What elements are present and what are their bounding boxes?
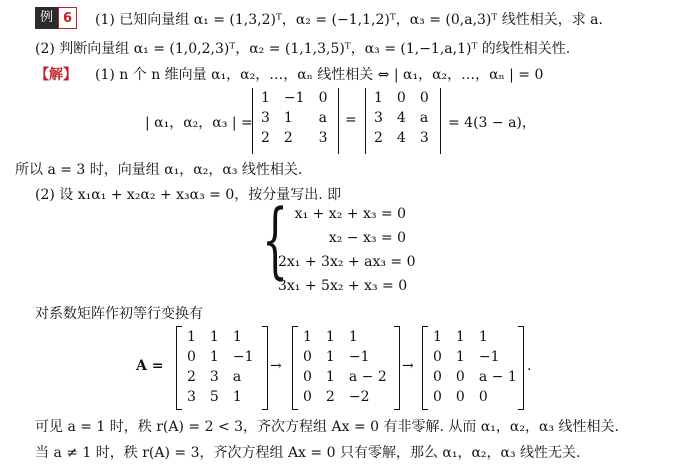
m3-cell: 1 bbox=[455, 329, 465, 345]
m2-right-bracket bbox=[394, 326, 400, 410]
m3-cell: 0 bbox=[455, 389, 465, 405]
m1-cell: 5 bbox=[209, 389, 219, 405]
transform-intro: 对系数矩阵作初等行变换有 bbox=[35, 306, 203, 322]
solution-label: 【解】 bbox=[35, 67, 77, 83]
det1-cell: 2 bbox=[261, 130, 270, 146]
system-brace: { bbox=[262, 193, 289, 288]
matrix-1 bbox=[180, 327, 260, 407]
m2-cell: −1 bbox=[348, 349, 370, 365]
det2-cell: 3 bbox=[419, 130, 429, 146]
m1-cell: 3 bbox=[187, 389, 196, 405]
equation-2: x₂ − x₃ = 0 bbox=[328, 230, 406, 246]
determinant-1 bbox=[254, 88, 334, 148]
m3-cell: 1 bbox=[455, 349, 465, 365]
equation-4: 3x₁ + 5x₂ + x₃ = 0 bbox=[278, 278, 408, 294]
determinant-2 bbox=[367, 88, 436, 148]
m1-cell: 1 bbox=[232, 389, 242, 405]
det2-cell: 4 bbox=[396, 130, 406, 146]
equation-3: 2x₁ + 3x₂ + ax₃ = 0 bbox=[278, 254, 416, 270]
m2-cell: a − 2 bbox=[348, 369, 387, 385]
det1-cell: 3 bbox=[261, 110, 270, 126]
m2-cell: −2 bbox=[348, 389, 370, 405]
det2-cell: 0 bbox=[396, 90, 406, 106]
det1-cell: −1 bbox=[283, 90, 305, 106]
m3-cell: 1 bbox=[478, 329, 488, 345]
m1-cell: −1 bbox=[232, 349, 254, 365]
m1-right-bracket bbox=[262, 326, 268, 410]
m2-cell: 0 bbox=[303, 389, 312, 405]
det2-cell: 0 bbox=[419, 90, 429, 106]
equation-1: x₁ + x₂ + x₃ = 0 bbox=[294, 206, 406, 222]
m2-cell: 0 bbox=[303, 369, 312, 385]
m1-cell: 0 bbox=[187, 349, 196, 365]
det1-cell: 2 bbox=[283, 130, 293, 146]
det1-left-bar bbox=[252, 88, 253, 154]
det2-cell: a bbox=[419, 110, 429, 126]
det1-cell: 3 bbox=[318, 130, 328, 146]
det-result: = 4(3 − a)， bbox=[448, 115, 536, 131]
solution-2-intro: (2) 设 x₁α₁ + x₂α₂ + x₃α₃ = 0，按分量写出. 即 bbox=[35, 187, 342, 203]
m1-cell: 1 bbox=[209, 349, 219, 365]
det-equals: = bbox=[345, 112, 357, 128]
example-number: 6 bbox=[58, 7, 77, 29]
example-tag bbox=[35, 7, 77, 29]
solution-1-intro: (1) n 个 n 维向量 α₁，α₂，…，αₙ 线性相关 ⇔ | α₁，α₂，…，αₙ | = 0 bbox=[95, 67, 544, 83]
matrix-period: . bbox=[527, 358, 532, 374]
example-label: 例 bbox=[35, 7, 58, 29]
m2-cell: 1 bbox=[325, 329, 335, 345]
conclusion-1: 可见 a = 1 时，秩 r(A) = 2 < 3，齐次方程组 Ax = 0 有非零解. 从而 α₁，α₂，α₃ 线性相关. bbox=[35, 419, 619, 435]
det2-right-bar bbox=[440, 88, 441, 154]
solution-1-conclusion: 所以 a = 3 时，向量组 α₁，α₂，α₃ 线性相关. bbox=[15, 162, 303, 178]
m1-cell: a bbox=[232, 369, 242, 385]
m3-cell: 0 bbox=[478, 389, 488, 405]
m2-cell: 1 bbox=[348, 329, 358, 345]
m1-cell: 1 bbox=[187, 329, 196, 345]
m2-cell: 1 bbox=[325, 349, 335, 365]
det2-cell: 3 bbox=[374, 110, 383, 126]
det1-right-bar bbox=[338, 88, 339, 154]
m1-cell: 2 bbox=[187, 369, 196, 385]
m3-cell: 0 bbox=[433, 369, 442, 385]
arrow-1: → bbox=[270, 358, 282, 374]
m1-cell: 3 bbox=[209, 369, 219, 385]
m3-cell: 0 bbox=[455, 369, 465, 385]
det2-left-bar bbox=[365, 88, 366, 154]
m3-right-bracket bbox=[518, 326, 524, 410]
m2-cell: 0 bbox=[303, 349, 312, 365]
question-2: (2) 判断向量组 α₁ = (1,0,2,3)ᵀ，α₂ = (1,1,3,5)ᵀ，α₃ = (1,−1,a,1)ᵀ 的线性相关性. bbox=[35, 41, 571, 57]
m1-cell: 1 bbox=[209, 329, 219, 345]
arrow-2: → bbox=[402, 358, 414, 374]
m3-cell: 0 bbox=[433, 389, 442, 405]
det1-cell: 1 bbox=[261, 90, 270, 106]
matrix-2 bbox=[296, 327, 394, 407]
m3-cell: 0 bbox=[433, 349, 442, 365]
det1-cell: 1 bbox=[283, 110, 293, 126]
det1-cell: 0 bbox=[318, 90, 328, 106]
m3-cell: a − 1 bbox=[478, 369, 517, 385]
matrix-A-label: A = bbox=[136, 358, 164, 374]
det2-cell: 1 bbox=[374, 90, 383, 106]
m3-cell: 1 bbox=[433, 329, 442, 345]
det2-cell: 2 bbox=[374, 130, 383, 146]
det1-cell: a bbox=[318, 110, 327, 126]
m2-cell: 1 bbox=[303, 329, 312, 345]
m2-cell: 1 bbox=[325, 369, 335, 385]
matrix-3 bbox=[426, 327, 524, 407]
question-1: (1) 已知向量组 α₁ = (1,3,2)ᵀ，α₂ = (−1,1,2)ᵀ，α₃ = (0,a,3)ᵀ 线性相关，求 a. bbox=[95, 12, 603, 28]
conclusion-2: 当 a ≠ 1 时，秩 r(A) = 3，齐次方程组 Ax = 0 只有零解，那么 α₁，α₂，α₃ 线性无关. bbox=[35, 445, 581, 461]
det-lhs: | α₁，α₂，α₃ | = bbox=[145, 115, 253, 131]
det2-cell: 4 bbox=[396, 110, 406, 126]
m1-cell: 1 bbox=[232, 329, 242, 345]
m3-cell: −1 bbox=[478, 349, 500, 365]
m2-cell: 2 bbox=[325, 389, 335, 405]
